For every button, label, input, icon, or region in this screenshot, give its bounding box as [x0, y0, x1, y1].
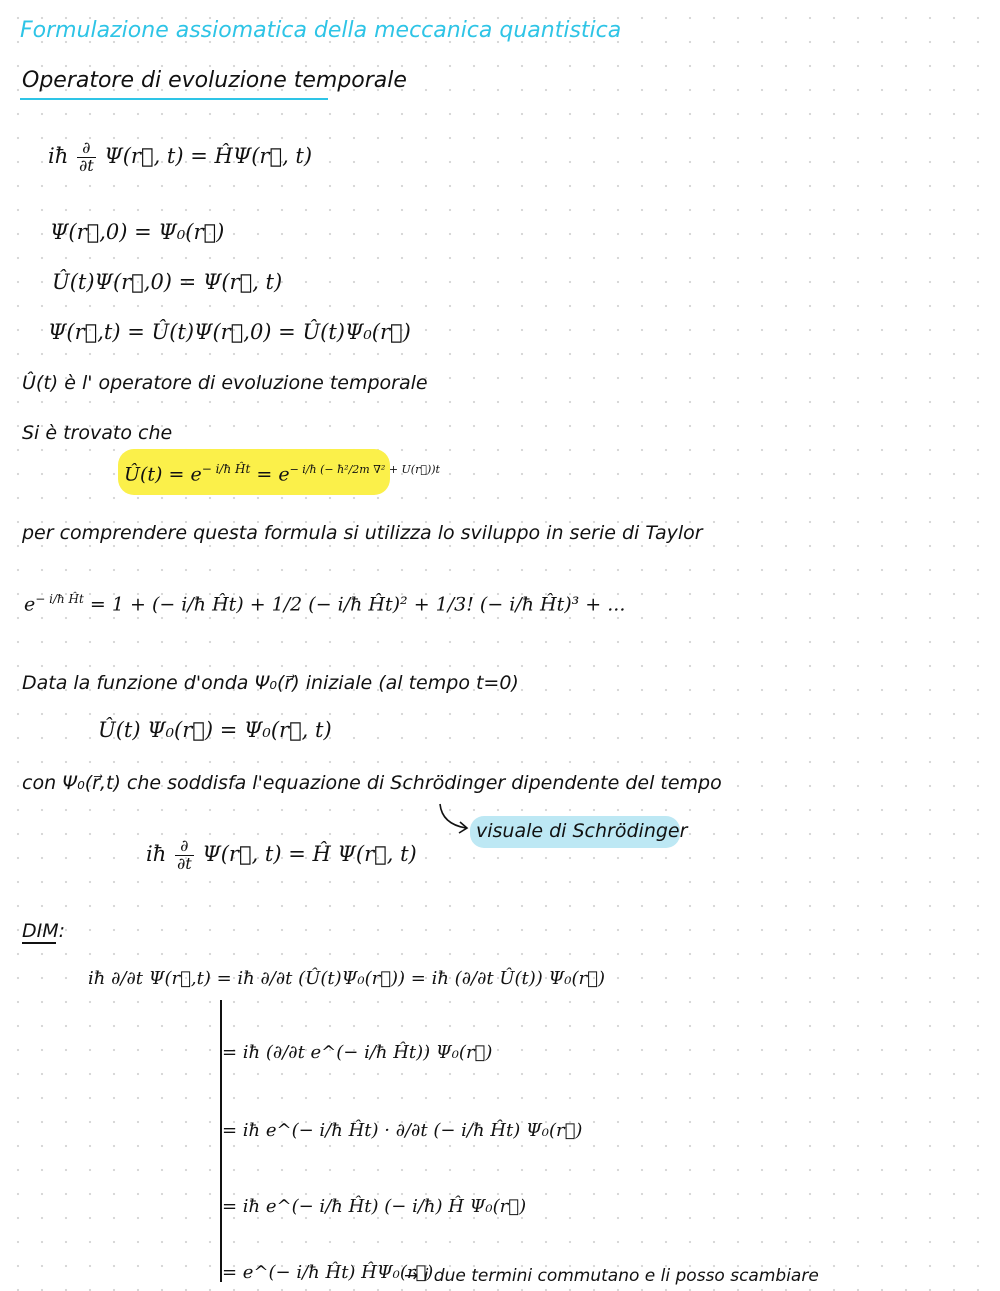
proof-line-4: = iħ e^(− i/ħ Ĥt) (− i/ħ) Ĥ Ψ₀(r⃗) — [222, 1196, 527, 1217]
initial-condition: Ψ(r⃗,0) = Ψ₀(r⃗) — [50, 220, 225, 244]
dim-underline — [22, 942, 56, 944]
dim-label: DIM: — [22, 920, 66, 942]
found-text: Si è trovato che — [22, 422, 173, 444]
section-underline — [20, 98, 328, 100]
section-heading: Operatore di evoluzione temporale — [22, 68, 407, 93]
eq1-right: Ψ(r⃗, t) = ĤΨ(r⃗, t) — [104, 143, 313, 168]
schrodinger-text: con Ψ₀(r⃗,t) che soddisfa l'equazione di Schrödinger dipendente del tempo — [22, 772, 722, 794]
taylor-exponent: − i/ħ Ĥt — [35, 592, 84, 606]
proof-line-2: = iħ (∂/∂t e^(− i/ħ Ĥt)) Ψ₀(r⃗) — [222, 1042, 493, 1063]
initial-wavefunction-text: Data la funzione d'onda Ψ₀(r⃗) iniziale (al tempo t=0) — [22, 672, 519, 694]
eq1-fraction: $\frac{\partial}{\partial t}$ — [78, 138, 94, 175]
taylor-series: $e^{- i/ħ Ĥt} = 1$ + (− i/ħ Ĥt) + 1/2 (− i/ħ Ĥt)² + 1/3! (− i/ħ Ĥt)³ + ... — [24, 592, 626, 616]
evolution-definition: Û(t)Ψ(r⃗,0) = Ψ(r⃗, t) — [52, 270, 283, 294]
taylor-rhs: = 1 + (− i/ħ Ĥt) + 1/2 (− i/ħ Ĥt)² + 1/3! (− i/ħ Ĥt)³ + ... — [89, 593, 626, 616]
schrodinger-picture-label: visuale di Schrödinger — [476, 820, 688, 842]
schrodinger-equation — [48, 140, 312, 175]
eq1-left: iħ — [48, 143, 69, 168]
commute-note: → i due termini commutano e li posso scambiare — [404, 1266, 819, 1286]
proof-line-3: = iħ e^(− i/ħ Ĥt) · ∂/∂t (− i/ħ Ĥt) Ψ₀(r⃗) — [222, 1120, 583, 1141]
eq6-fraction: $\frac{\partial}{\partial t}$ — [176, 836, 192, 873]
operator-description: Û(t) è l' operatore di evoluzione temporale — [22, 372, 428, 394]
evolution-operator-formula: Û(t) = $e^{- i/ħ Ĥt} = e^{- i/ħ (- ħ^2/2m \nabla^2 + U(r⃗))t}$ — [124, 462, 440, 486]
evolution-applied: Û(t) Ψ₀(r⃗) = Ψ₀(r⃗, t) — [98, 718, 332, 742]
proof-line-1: iħ ∂/∂t Ψ(r⃗,t) = iħ ∂/∂t (Û(t)Ψ₀(r⃗)) = iħ (∂/∂t Û(t)) Ψ₀(r⃗) — [88, 968, 605, 989]
exponent-2: − i/ħ (− ħ²/2m ∇² + U(r⃗))t — [289, 463, 440, 476]
taylor-intro: per comprendere questa formula si utilizza lo sviluppo in serie di Taylor — [22, 522, 703, 544]
evolution-expansion: Ψ(r⃗,t) = Û(t)Ψ(r⃗,0) = Û(t)Ψ₀(r⃗) — [48, 320, 411, 344]
schrodinger-equation-2: iħ $\frac{\partial}{\partial t}$ Ψ(r⃗, t) = Ĥ Ψ(r⃗, t) — [146, 836, 417, 873]
page-title: Formulazione assiomatica della meccanica quantistica — [20, 18, 622, 43]
exponent-1: − i/ħ Ĥt — [201, 462, 251, 476]
proof-line-5: = e^(− i/ħ Ĥt) ĤΨ₀(r⃗) — [222, 1262, 434, 1283]
